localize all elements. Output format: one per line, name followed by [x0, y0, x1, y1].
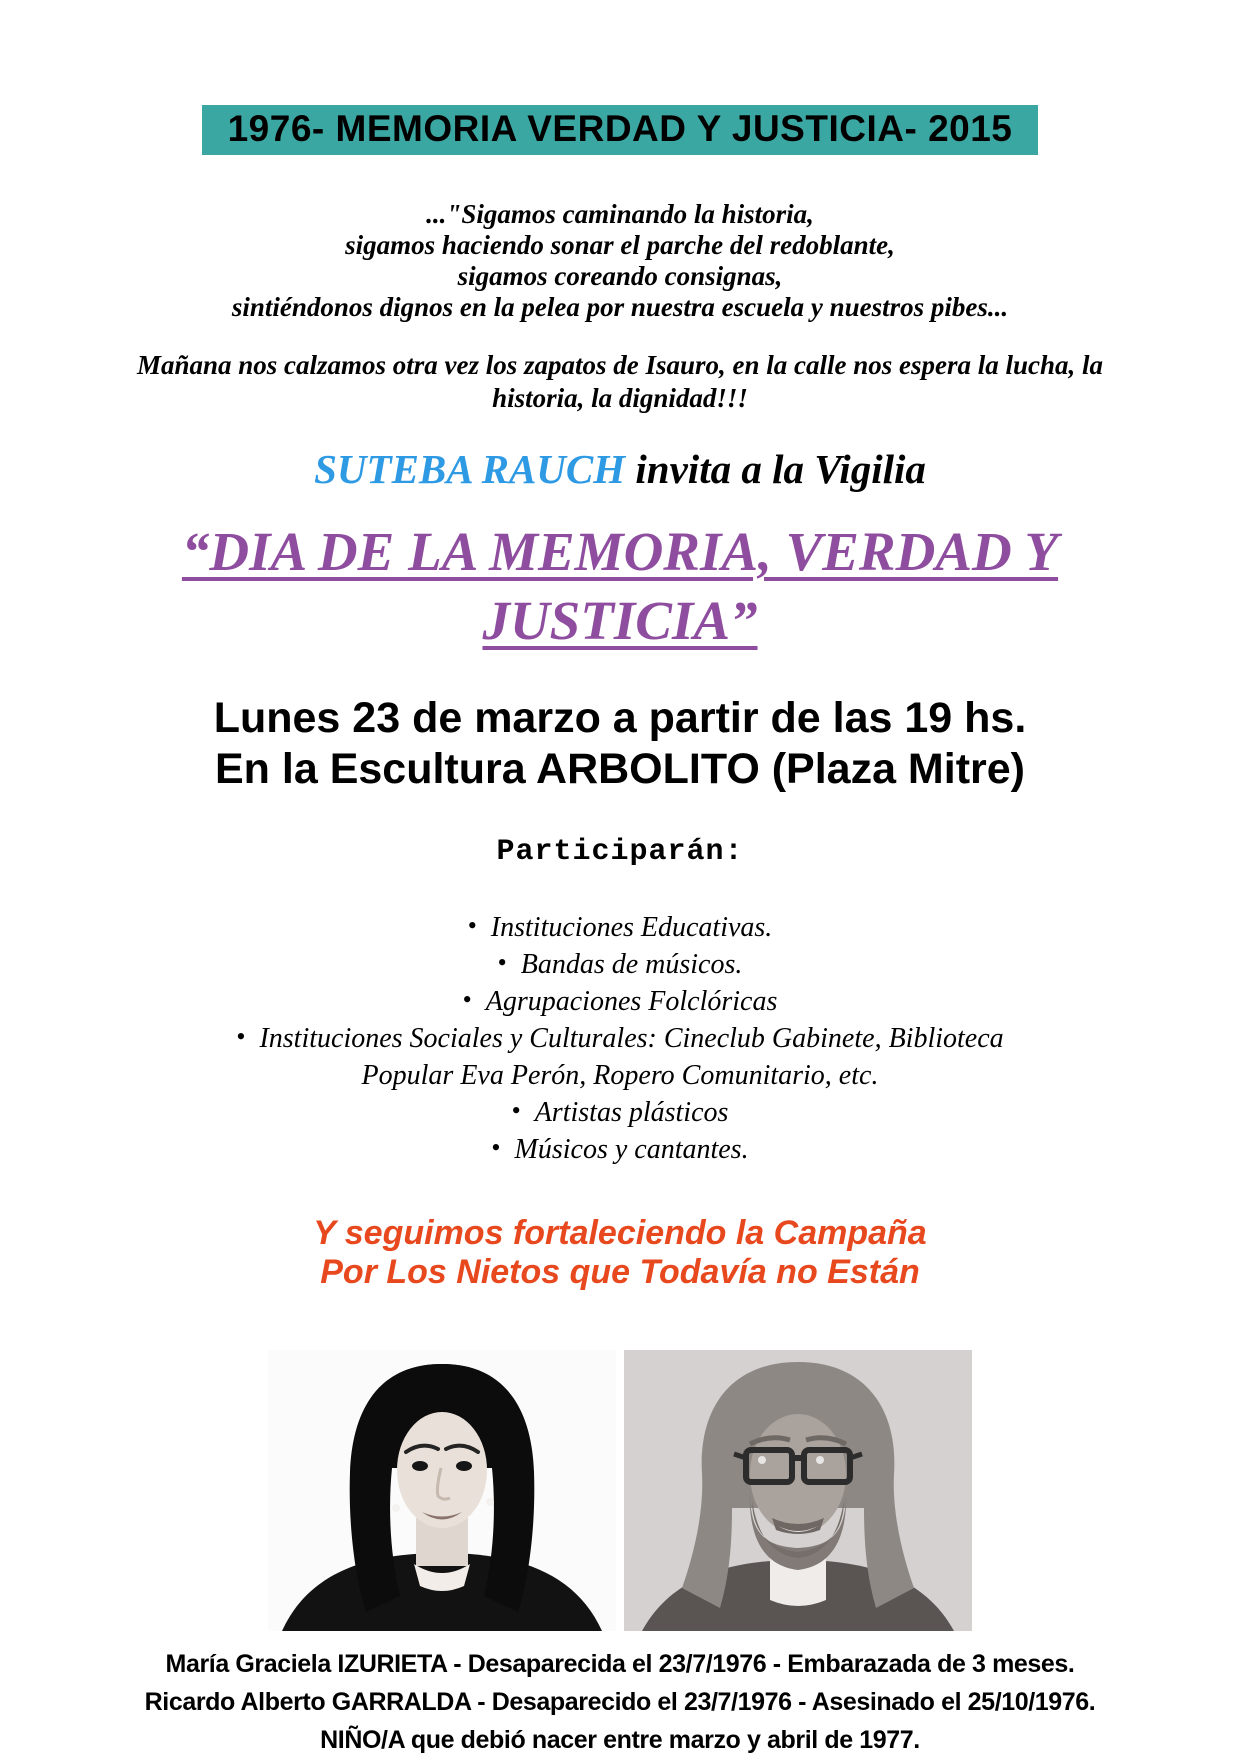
list-item: [190, 946, 1050, 983]
list-item: [190, 1094, 1050, 1131]
list-item: [190, 1131, 1050, 1168]
ricardo-alberto-garralda-photo: [624, 1350, 972, 1631]
quote-line: ..."Sigamos caminando la historia,: [426, 199, 814, 229]
bullet-icon: •: [511, 1096, 521, 1125]
campaign-line-1: Y seguimos fortaleciendo la Campaña: [313, 1214, 927, 1252]
list-item-label: Bandas de músicos.: [520, 949, 743, 980]
event-title-line-1: “DIA DE LA MEMORIA, VERDAD Y: [181, 521, 1059, 582]
list-item-label: Músicos y cantantes.: [514, 1134, 749, 1165]
page-title: 1976- MEMORIA VERDAD Y JUSTICIA- 2015: [202, 105, 1039, 155]
maria-graciela-izurieta-photo: [268, 1350, 616, 1631]
bullet-icon: •: [467, 911, 477, 940]
list-item-label: Agrupaciones Folclóricas: [485, 986, 778, 1017]
invitation-text: invita a la Vigilia: [625, 446, 926, 492]
photo-caption: [0, 1645, 1240, 1759]
invitation-line: [0, 447, 1240, 491]
caption-line: María Graciela IZURIETA - Desaparecida el 23/7/1976 - Embarazada de 3 meses.: [165, 1650, 1075, 1678]
event-title-line-2: JUSTICIA”: [482, 590, 758, 651]
participants-list: [190, 909, 1050, 1168]
campaign-text: [0, 1214, 1240, 1292]
event-details: [0, 693, 1240, 795]
quote-paragraph-2: Mañana nos calzamos otra vez los zapatos de Isauro, en la calle nos espera la lucha, la historia, la dignidad!!!: [136, 350, 1104, 413]
list-item-label: Instituciones Educativas.: [490, 912, 773, 943]
list-item: [190, 983, 1050, 1020]
list-item: [190, 909, 1050, 946]
quote-line: sigamos haciendo sonar el parche del redoblante,: [345, 230, 895, 260]
list-item-label: Artistas plásticos: [534, 1097, 729, 1128]
event-date-line: Lunes 23 de marzo a partir de las 19 hs.: [213, 694, 1027, 742]
organization-name: SUTEBA RAUCH: [314, 446, 626, 492]
caption-line: NIÑO/A que debió nacer entre marzo y abril de 1977.: [320, 1726, 920, 1754]
event-title: [0, 517, 1240, 655]
bullet-icon: •: [462, 985, 472, 1014]
bullet-icon: •: [236, 1022, 246, 1051]
quote-block: [0, 199, 1240, 323]
list-item: [190, 1020, 1050, 1094]
participants-heading: Participarán:: [496, 835, 744, 869]
campaign-line-2: Por Los Nietos que Todavía no Están: [320, 1253, 920, 1291]
bullet-icon: •: [497, 948, 507, 977]
quote-line: sintiéndonos dignos en la pelea por nuestra escuela y nuestros pibes...: [231, 292, 1009, 322]
list-item-label: Instituciones Sociales y Culturales: Cineclub Gabinete, Biblioteca Popular Eva Perón, Ropero Comunitario, etc.: [259, 1023, 1004, 1091]
quote-line: sigamos coreando consignas,: [457, 261, 783, 291]
caption-line: Ricardo Alberto GARRALDA - Desaparecido el 23/7/1976 - Asesinado el 25/10/1976.: [144, 1688, 1096, 1716]
event-place-line: En la Escultura ARBOLITO (Plaza Mitre): [215, 745, 1025, 793]
portrait-photos: [0, 1350, 1240, 1631]
headline-wrap: [0, 105, 1240, 155]
bullet-icon: •: [491, 1133, 501, 1162]
